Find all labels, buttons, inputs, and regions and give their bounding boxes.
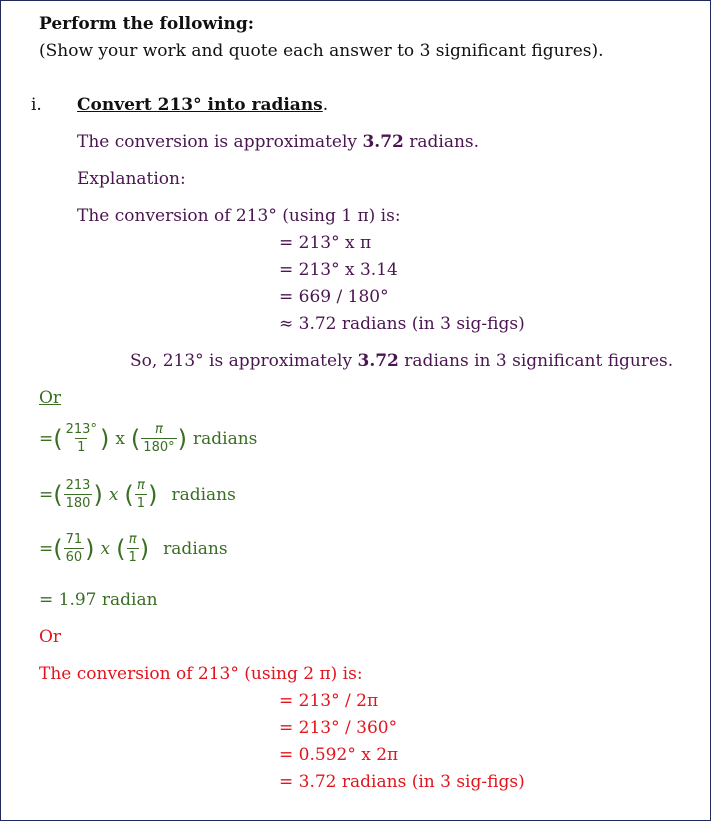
explanation-label: Explanation:: [77, 169, 186, 189]
method2-step: = 213° / 2π: [279, 691, 379, 711]
method1-step: ≈ 3.72 radians (in 3 sig-figs): [279, 314, 525, 334]
fraction-row-1: = ( $\frac{213^\circ}{1}$ ) x ( $\frac{\pi}{180^\circ}$ ) radians: [39, 422, 258, 455]
or-divider-2: Or: [39, 627, 62, 647]
or-divider: Or: [39, 388, 62, 408]
section-title: Perform the following:: [39, 14, 255, 34]
fraction-row-3: = ( $\frac{71}{60}$ ) x ( $\frac{\pi}{1}$ ) radians: [39, 532, 228, 565]
alt1-result: = 1.97 radian: [39, 590, 158, 610]
fraction: $\frac{213^\circ}{1}$: [65, 422, 97, 455]
equals-sign: =: [39, 484, 54, 505]
unit-label: radians: [193, 428, 258, 449]
fraction: $\frac{\pi}{1}$: [136, 478, 146, 511]
method1-title: The conversion of 213° (using 1 π) is:: [77, 206, 401, 226]
fraction-row-2: = ( $\frac{213}{180}$ ) x ( $\frac{\pi}{1}$ ) radians: [39, 478, 236, 511]
fraction: $\frac{71}{60}$: [65, 532, 83, 565]
conclusion-text: So, 213° is approximately 3.72 radians in 3 significant figures.: [130, 351, 674, 371]
question-prompt: Convert 213° into radians.: [77, 95, 329, 115]
fraction: $\frac{213}{180}$: [65, 478, 91, 511]
question-number: i.: [31, 95, 42, 115]
fraction: $\frac{\pi}{180^\circ}$: [143, 422, 175, 455]
method1-step: = 213° x π: [279, 233, 372, 253]
times-operator: x: [108, 484, 119, 505]
unit-label: radians: [163, 538, 228, 559]
instructions-text: (Show your work and quote each answer to 3 significant figures).: [39, 41, 604, 61]
method1-step: = 669 / 180°: [279, 287, 389, 307]
method2-step: = 3.72 radians (in 3 sig-figs): [279, 772, 525, 792]
fraction: $\frac{\pi}{1}$: [128, 532, 137, 565]
unit-label: radians: [171, 484, 236, 505]
method2-title: The conversion of 213° (using 2 π) is:: [39, 664, 363, 684]
method1-step: = 213° x 3.14: [279, 260, 398, 280]
equals-sign: =: [39, 538, 54, 559]
times-operator: x: [100, 538, 111, 559]
method2-step: = 213° / 360°: [279, 718, 398, 738]
method2-step: = 0.592° x 2π: [279, 745, 399, 765]
times-operator: x: [115, 428, 125, 449]
equals-sign: =: [39, 428, 54, 449]
answer-summary: The conversion is approximately 3.72 radians.: [77, 132, 480, 152]
